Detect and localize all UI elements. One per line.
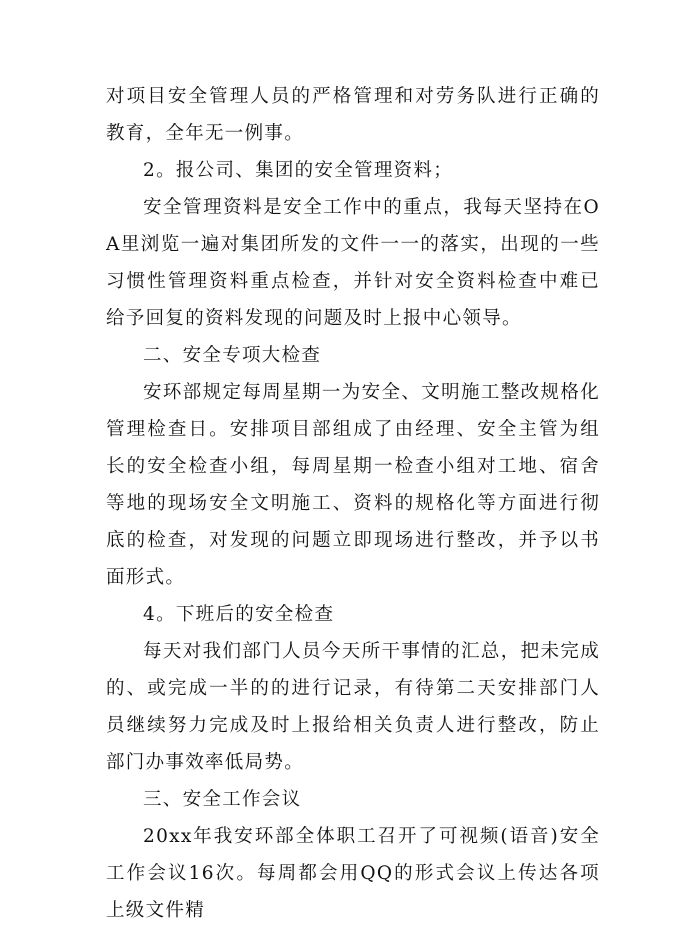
paragraph-6: 4。下班后的安全检查 <box>143 604 335 625</box>
section-heading-2: 二、安全专项大检查 <box>143 345 322 366</box>
paragraph-9: 20xx年我安环部全体职工召开了可视频(语音)安全工作会议16次。每周都会用QQ的形式会议上传达各项上级文件精 <box>106 826 600 921</box>
paragraph-3: 安全管理资料是安全工作中的重点，我每天坚持在OA里浏览一遍对集团所发的文件一一的落实，出现的一些习惯性管理资料重点检查，并针对安全资料检查中难已给予回复的资料发现的问题及时上报中心领导。 <box>106 197 600 329</box>
paragraph-2: 2。报公司、集团的安全管理资料； <box>143 160 454 181</box>
section-heading-3: 三、安全工作会议 <box>143 789 302 810</box>
paragraph-7: 每天对我们部门人员今天所干事情的汇总，把未完成的、或完成一半的的进行记录，有待第二天安排部门人员继续努力完成及时上报给相关负责人进行整改，防止部门办事效率低局势。 <box>106 641 600 773</box>
paragraph-1: 对项目安全管理人员的严格管理和对劳务队进行正确的教育，全年无一例事。 <box>106 86 600 144</box>
paragraph-5: 安环部规定每周星期一为安全、文明施工整改规格化管理检查日。安排项目部组成了由经理、安全主管为组长的安全检查小组，每周星期一检查小组对工地、宿舍等地的现场安全文明施工、资料的规格化等方面进行彻底的检查，对发现的问题立即现场进行整改，并予以书面形式。 <box>106 382 600 588</box>
document-body <box>106 78 600 929</box>
